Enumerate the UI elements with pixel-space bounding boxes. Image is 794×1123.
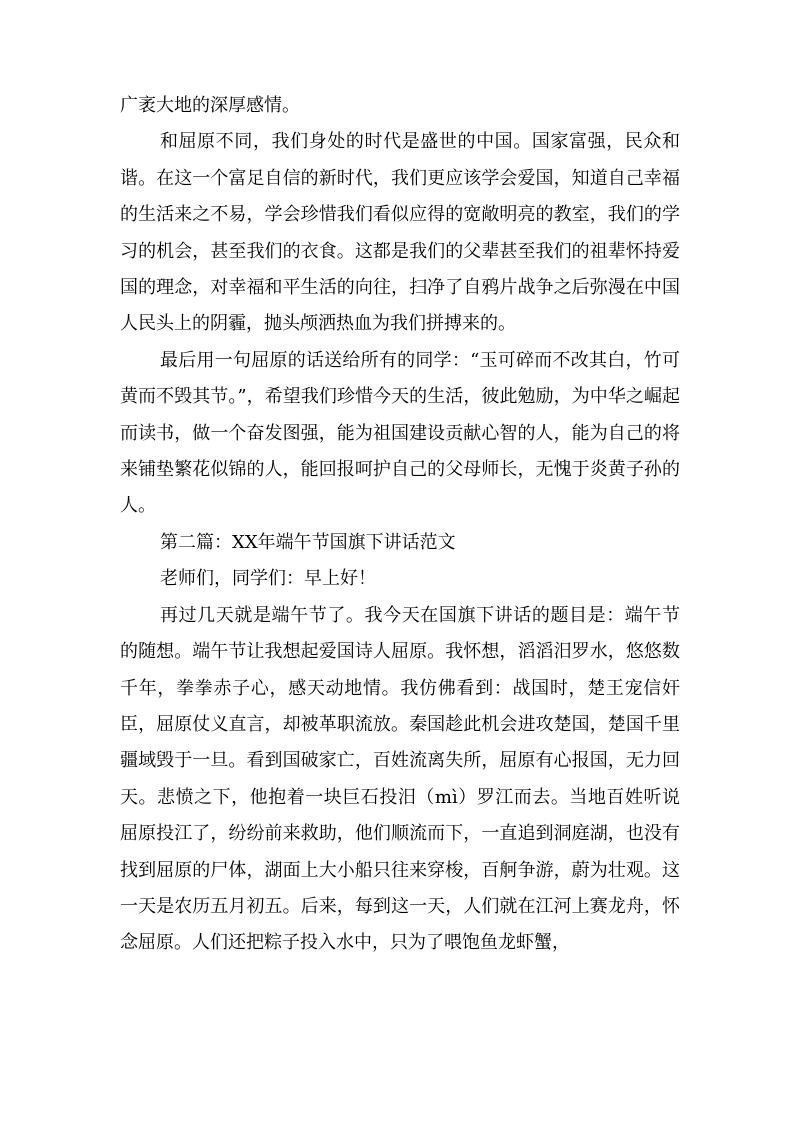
document-body bbox=[120, 88, 680, 962]
section-heading: 第二篇：XX年端午节国旗下讲话范文 bbox=[160, 531, 456, 553]
paragraph-dragon-boat: 再过几天就是端午节了。我今天在国旗下讲话的题目是：端午节的随想。端午节让我想起爱国诗人屈原。我怀想，滔滔汨罗水，悠悠数千年，拳拳赤子心，感天动地情。我仿佛看到：战国时，楚王宠信奸臣，屈原仗义直言，却被革职流放。秦国趁此机会进攻楚国，楚国千里疆域毁于一旦。看到国破家亡，百姓流离失所，屈原有心报国，无力回天。悲愤之下，他抱着一块巨石投汨（mì）罗江而去。当地百姓听说屈原投江了，纷纷前来救助，他们顺流而下，一直追到洞庭湖，也没有找到屈原的尸体，湖面上大小船只往来穿梭，百舸争游，蔚为壮观。这一天是农历五月初五。后来，每到这一天，人们就在江河上赛龙舟，怀念屈原。人们还把粽子投入水中，只为了喂饱鱼龙虾蟹， bbox=[120, 604, 680, 954]
paragraph-closing-quote: 最后用一句屈原的话送给所有的同学：“玉可碎而不改其白，竹可黄而不毁其节。”，希望我们珍惜今天的生活，彼此勉励，为中华之崛起而读书，做一个奋发图强，能为祖国建设贡献心智的人，能为自己的将来铺垫繁花似锦的人，能回报呵护自己的父母师长，无愧于炎黄子孙的人。 bbox=[120, 349, 680, 517]
greeting: 老师们，同学们：早上好！ bbox=[160, 568, 376, 590]
paragraph-continuation: 广袤大地的深厚感情。 bbox=[120, 95, 300, 116]
paragraph-qu-yuan-contrast: 和屈原不同，我们身处的时代是盛世的中国。国家富强，民众和谐。在这一个富足自信的新时代，我们更应该学会爱国，知道自己幸福的生活来之不易，学会珍惜我们看似应得的宽敞明亮的教室，我们的学习的机会，甚至我们的衣食。这都是我们的父辈甚至我们的祖辈怀持爱国的理念，对幸福和平生活的向往，扫净了自鸦片战争之后弥漫在中国人民头上的阴霾，抛头颅洒热血为我们拼搏来的。 bbox=[120, 131, 680, 335]
